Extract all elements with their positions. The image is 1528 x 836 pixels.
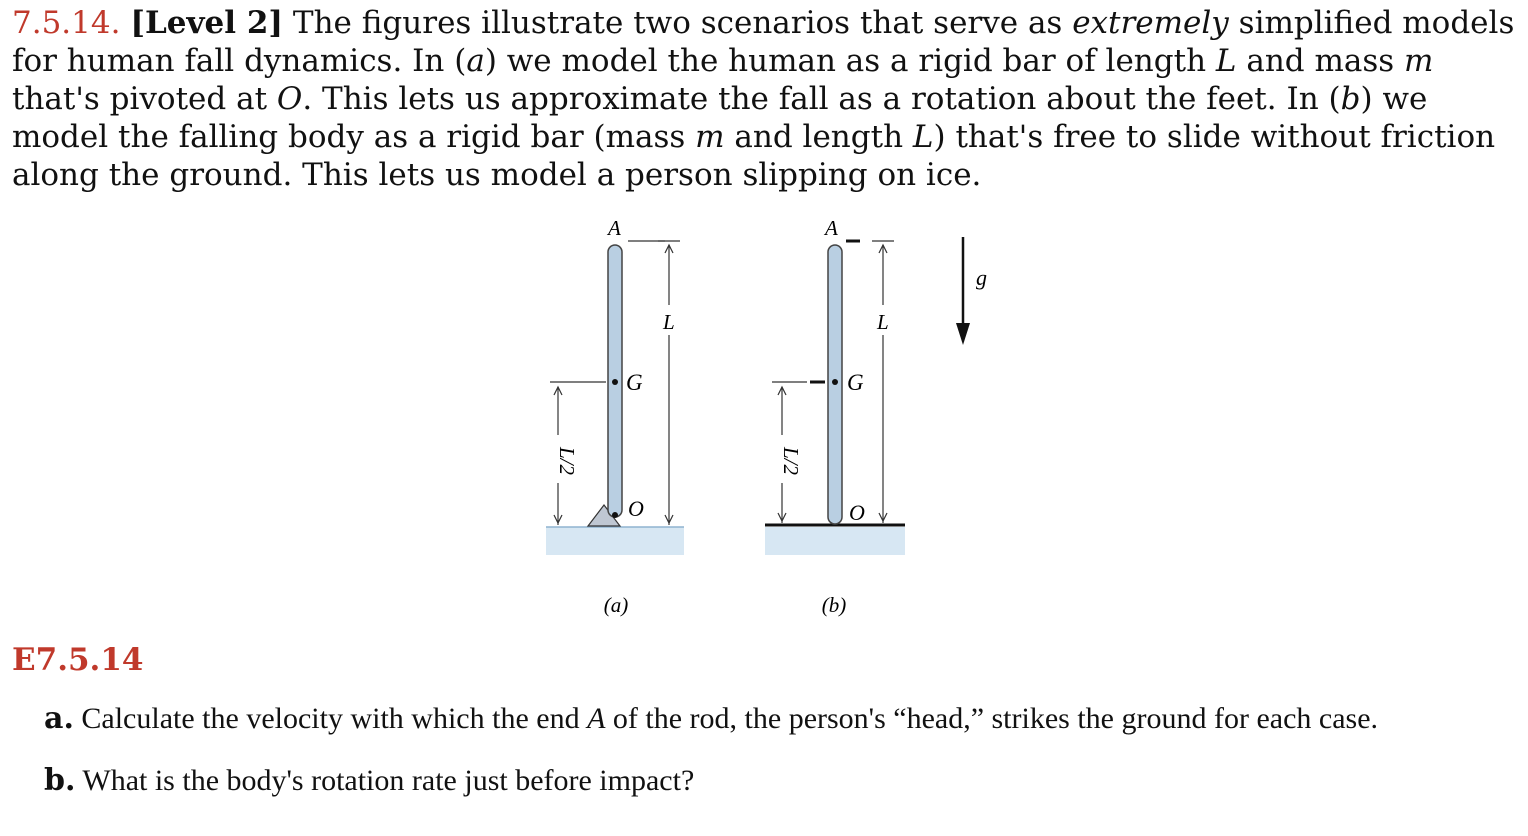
question-a-text: of the rod, the person's “head,” strikes the ground for each case. [605,702,1379,735]
problem-text: ) that's free to slide without friction along the ground. This lets us model a person slipping on ice. [12,119,1496,193]
var-a: a [466,43,485,79]
exercise-caption: E7.5.14 [12,642,144,678]
ground-b [765,527,905,555]
problem-text: simplified models for human fall dynamics. In ( [12,5,1515,79]
problem-text: that's pivoted at [12,81,277,117]
var-b: b [1340,81,1361,117]
gravity-indicator [956,237,987,345]
var-m: m [1404,43,1434,79]
problem-text: The figures illustrate two scenarios that serve as [283,5,1073,41]
figure-a [546,216,684,617]
question-b [12,762,1512,800]
label-o: O [628,496,644,521]
var-m: m [695,119,725,155]
label-a-end: A [608,216,621,240]
label-half-l: L/2 [555,446,579,476]
var-L: L [1215,43,1237,79]
problem-statement [12,4,1518,194]
label-g: G [847,370,864,395]
problem-text: ) we model the human as a rigid bar of length [484,43,1216,79]
label-a-end: A [825,216,838,240]
question-a-text: Calculate the velocity with which the end [73,702,588,735]
center-of-mass-a [612,379,618,385]
problem-text: and length [724,119,913,155]
var-L: L [912,119,934,155]
question-a [12,700,1512,738]
ground-a [546,527,684,555]
label-gravity: g [976,265,987,290]
label-o: O [849,500,865,525]
question-a-marker: a. [44,701,74,736]
problem-text: . This lets us approximate the fall as a rotation about the feet. In ( [302,81,1341,117]
var-A: A [587,702,606,735]
problem-text: ) we model the falling body as a rigid bar (mass [12,81,1428,155]
problem-level: [Level 2] [130,5,284,41]
var-O: O [276,81,303,117]
problem-number: 7.5.14. [12,5,121,41]
question-b-marker: b. [44,763,76,798]
label-half-l: L/2 [779,446,803,476]
label-l: L [877,310,889,334]
figure-caption-a: (a) [603,593,629,617]
center-of-mass-b [832,379,838,385]
label-g: G [626,370,643,395]
figure-b [765,216,905,617]
label-l: L [663,310,675,334]
question-b-text: What is the body's rotation rate just before impact? [75,764,695,797]
fall-dynamics-figure [520,205,987,625]
figure-caption-b: (b) [821,593,847,617]
problem-emphasis: extremely [1072,5,1229,41]
problem-text: and mass [1236,43,1405,79]
arrow-down-icon [956,323,970,345]
pivot-point-o-a [612,512,618,518]
